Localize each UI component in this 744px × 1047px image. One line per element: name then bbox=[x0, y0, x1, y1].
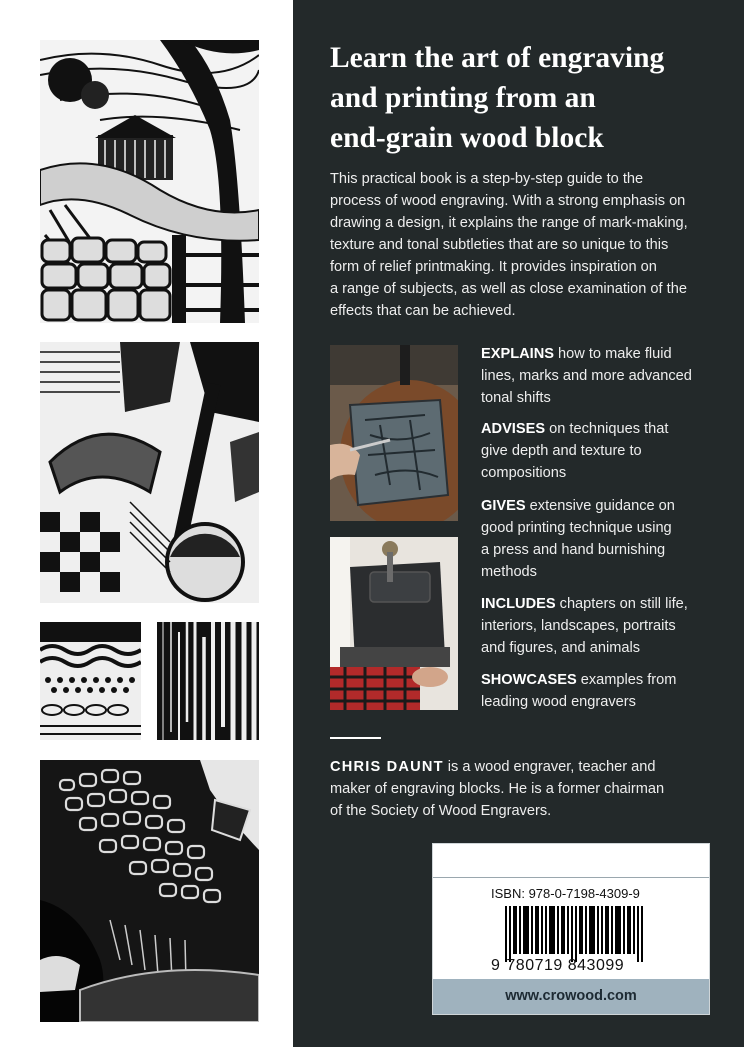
intro-line: texture and tonal subtleties that are so unique to this bbox=[330, 237, 669, 253]
feature-line: tonal shifts bbox=[481, 390, 551, 406]
intro-line: a range of subjects, as well as close examination of the bbox=[330, 281, 687, 297]
engraving-still-life bbox=[40, 342, 259, 603]
feature-line: interiors, landscapes, portraits bbox=[481, 618, 676, 634]
feature-includes bbox=[481, 593, 731, 659]
photo-engraving-block bbox=[330, 345, 458, 521]
headline bbox=[330, 38, 730, 158]
engraving-woodland bbox=[40, 760, 259, 1022]
intro-line: form of relief printmaking. It provides inspiration on bbox=[330, 259, 657, 275]
barcode-rest-digits: 780719 843099 bbox=[506, 957, 625, 974]
barcode-bars bbox=[505, 906, 645, 962]
feature-line bbox=[481, 593, 731, 615]
feature-keyword: INCLUDES bbox=[481, 596, 556, 612]
barcode-first-digit: 9 bbox=[491, 957, 501, 974]
barcode-digits bbox=[491, 957, 624, 975]
feature-line: good printing technique using bbox=[481, 520, 672, 536]
author-name: CHRIS DAUNT bbox=[330, 759, 444, 775]
feature-keyword: GIVES bbox=[481, 498, 526, 514]
price-area bbox=[433, 844, 709, 878]
headline-line: Learn the art of engraving bbox=[330, 42, 665, 74]
bio-line: maker of engraving blocks. He is a former chairman bbox=[330, 781, 665, 797]
feature-keyword: ADVISES bbox=[481, 421, 546, 437]
headline-line: end-grain wood block bbox=[330, 122, 604, 154]
divider bbox=[330, 737, 381, 739]
feature-line bbox=[481, 669, 731, 691]
barcode-box bbox=[432, 843, 710, 1015]
website-url[interactable]: www.crowood.com bbox=[433, 979, 709, 1014]
feature-line: lines, marks and more advanced bbox=[481, 368, 692, 384]
feature-line: compositions bbox=[481, 465, 567, 481]
feature-line bbox=[481, 343, 731, 365]
intro-line: This practical book is a step-by-step guide to the bbox=[330, 171, 644, 187]
photo-printing-press bbox=[330, 537, 458, 710]
feature-line: a press and hand burnishing bbox=[481, 542, 666, 558]
headline-line: and printing from an bbox=[330, 82, 596, 114]
illustration-strip bbox=[0, 0, 293, 1047]
feature-line: and figures, and animals bbox=[481, 640, 641, 656]
feature-showcases bbox=[481, 669, 731, 713]
author-bio bbox=[330, 756, 730, 822]
feature-explains bbox=[481, 343, 731, 409]
feature-text: how to make fluid bbox=[553, 346, 672, 362]
feature-advises bbox=[481, 418, 731, 484]
engraving-landscape bbox=[40, 40, 259, 323]
feature-keyword: SHOWCASES bbox=[481, 672, 577, 688]
feature-keyword: EXPLAINS bbox=[481, 346, 554, 362]
intro-line: process of wood engraving. With a strong emphasis on bbox=[330, 193, 686, 209]
feature-line bbox=[481, 495, 731, 517]
feature-text: extensive guidance on bbox=[525, 498, 675, 514]
bio-line: of the Society of Wood Engravers. bbox=[330, 803, 552, 819]
feature-line: methods bbox=[481, 564, 537, 580]
feature-line bbox=[481, 418, 731, 440]
engraving-texture-waves bbox=[40, 622, 141, 740]
feature-text: on techniques that bbox=[545, 421, 669, 437]
feature-line: give depth and texture to bbox=[481, 443, 642, 459]
feature-line: leading wood engravers bbox=[481, 694, 636, 710]
back-cover-panel bbox=[293, 0, 744, 1047]
bio-line bbox=[330, 756, 730, 778]
feature-text: chapters on still life, bbox=[555, 596, 688, 612]
feature-text: examples from bbox=[576, 672, 677, 688]
bio-text: is a wood engraver, teacher and bbox=[443, 759, 656, 775]
feature-gives bbox=[481, 495, 731, 583]
intro-paragraph bbox=[330, 168, 730, 322]
intro-line: effects that can be achieved. bbox=[330, 303, 516, 319]
intro-line: drawing a design, it explains the range of mark-making, bbox=[330, 215, 688, 231]
engraving-texture-lines bbox=[157, 622, 259, 740]
isbn-text: ISBN: 978-0-7198-4309-9 bbox=[491, 886, 640, 901]
